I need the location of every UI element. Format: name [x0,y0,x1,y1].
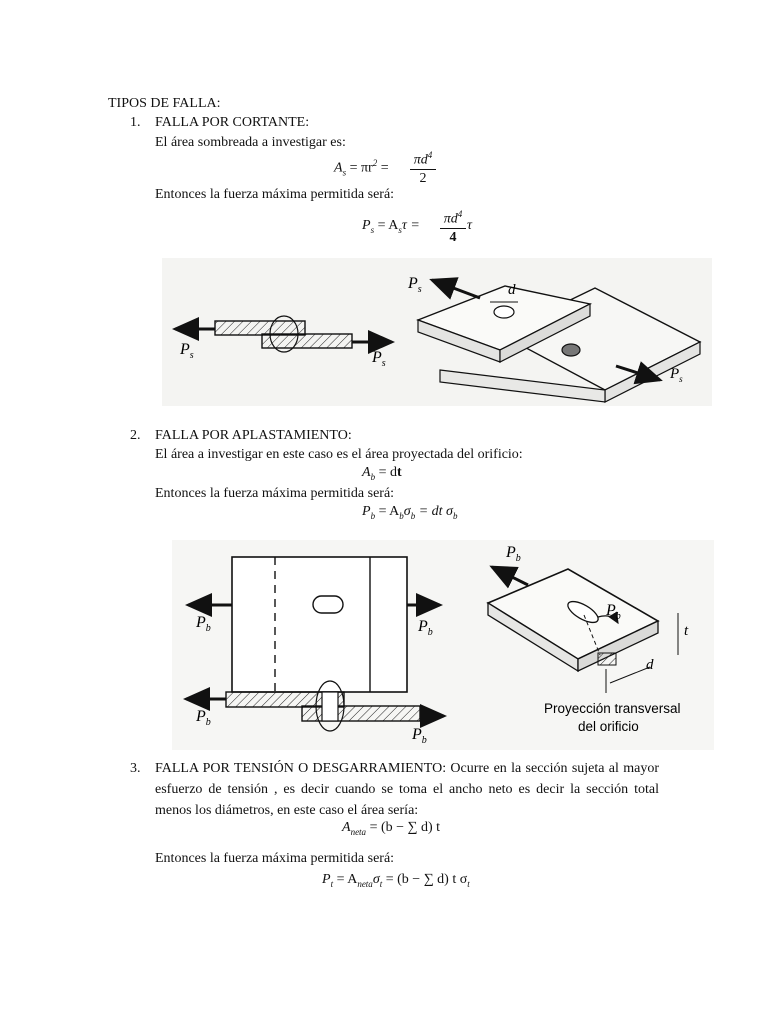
section-2-heading: FALLA POR APLASTAMIENTO: [155,428,352,443]
label-t-dimension: t [684,623,689,639]
section-1-force-text: Entonces la fuerza máxima permitida será: [155,187,395,202]
section-1-heading: FALLA POR CORTANTE: [155,115,310,130]
equation-ps-fraction: $\pi d^4$ 4 [440,206,466,246]
page-title: TIPOS DE FALLA: [108,96,221,111]
equation-ps-tail: τ [467,218,473,233]
projected-area [598,653,616,665]
label-ps-mid: $P_s$ [372,349,386,369]
section-2-intro: El área a investigar en este caso es el área proyectada del orificio: [155,447,523,462]
section-1-intro: El área sombreada a investigar es: [155,135,346,150]
equation-ab: $A_b$ = dt [362,465,402,482]
label-pb-iso-top: $P_b$ [506,544,521,564]
equation-aneta: $A_{neta} = (b$ − ∑ d) t [342,820,441,837]
rivet-shank [322,692,338,721]
upper-plate-section [215,321,305,335]
equation-as: $A_s = \pi r^2$ = [334,158,389,178]
equation-as-fraction: $\pi d^4$ 2 [410,147,436,187]
label-ps-right: $P_s$ [670,366,683,384]
section-3-number: 3. [130,761,141,776]
section-3-force-text: Entonces la fuerza máxima permitida será: [155,851,395,866]
section-1-number: 1. [130,115,141,130]
label-projection-line2: del orificio [578,719,639,734]
label-d-dimension-2: d [646,657,654,673]
equation-pt: $P_t = A_{neta}\sigma_t = (b$ − ∑ d) t $\sigma_t$ [322,872,470,889]
label-ps-left: $P_s$ [180,341,194,361]
label-pb-right: $P_b$ [418,618,433,638]
label-pb-bottom-left: $P_b$ [196,708,211,728]
label-pb-iso-mid: $P_b$ [606,602,621,622]
label-d-dimension: d [508,282,516,298]
figure-shear-failure [0,250,768,430]
plate-top-view [232,557,407,692]
rivet-head-bottom [562,344,580,356]
equation-ps: $P_s = A_s\tau$ = [362,218,420,235]
section-2-number: 2. [130,428,141,443]
equation-pb: $P_b = A_b\sigma_b$ = dt $\sigma_b$ [362,504,458,521]
slot-hole [313,596,343,613]
lower-plate-section [262,334,352,348]
lower-plate-section-2 [302,706,420,721]
rivet-head-top [494,306,514,318]
label-pb-bottom-right: $P_b$ [412,726,427,746]
label-pb-left: $P_b$ [196,614,211,634]
section-3-paragraph: FALLA POR TENSIÓN O DESGARRAMIENTO: Ocurre en la sección sujeta al mayor esfuerzo de tensión , es decir cuando se toma el ancho neto es decir la sección total menos los diámetros, en este caso el área sería: [155,761,659,818]
section-2-force-text: Entonces la fuerza máxima permitida será: [155,486,395,501]
label-ps-top: $P_s$ [408,275,422,295]
label-projection-line1: Proyección transversal [544,701,681,716]
figure-bearing-failure [0,535,768,755]
